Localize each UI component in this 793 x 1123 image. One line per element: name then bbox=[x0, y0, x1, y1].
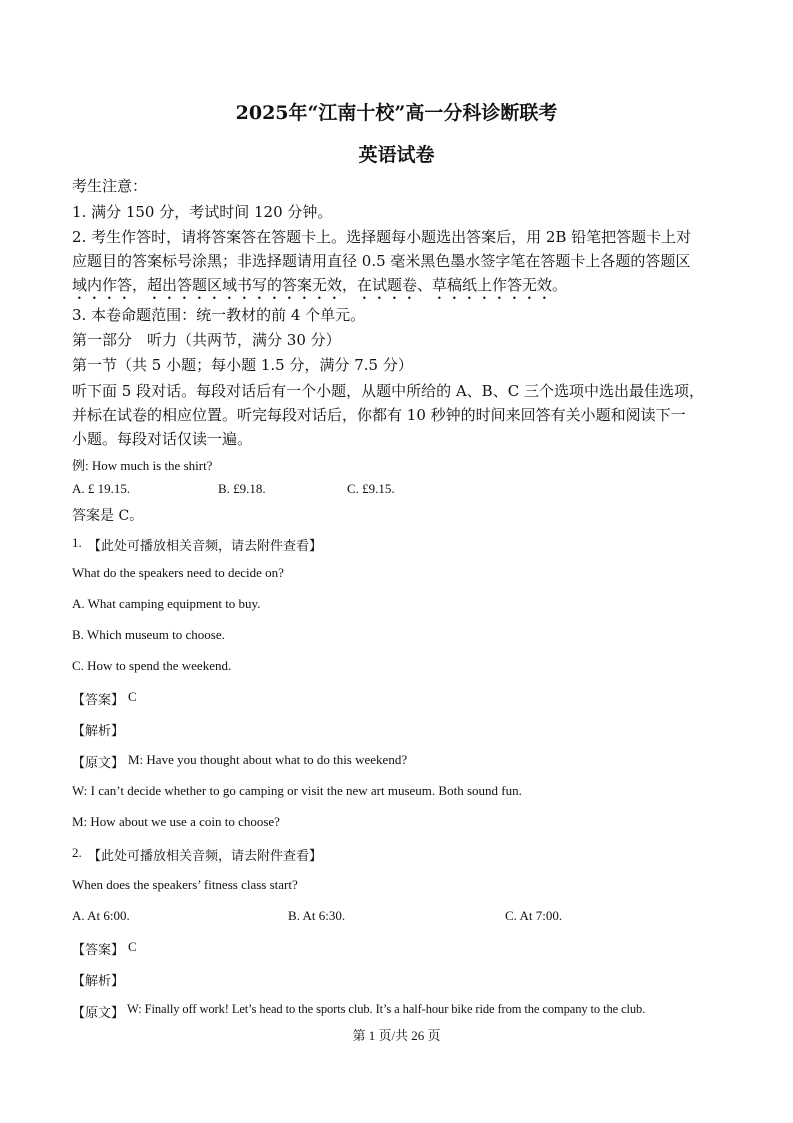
question-1-text: What do the speakers need to decide on? bbox=[72, 565, 284, 580]
question-2-transcript-line-1: W: Finally off work! Let’s head to the sports club. It’s a half-hour bike ride from the company to the club. bbox=[127, 1002, 646, 1016]
question-2-analysis-label: 【解析】 bbox=[72, 974, 125, 989]
question-1-transcript-label: 【原文】 bbox=[72, 756, 125, 771]
part-1-heading: 第一部分 听力（共两节，满分 30 分） bbox=[72, 331, 341, 349]
question-1-option-c: C. How to spend the weekend. bbox=[72, 658, 232, 673]
question-2-answer-label: 【答案】 bbox=[72, 943, 125, 958]
instructions-line-2: 并标在试卷的相应位置。听完每段对话后，你都有 10 秒钟的时间来回答有关小题和阅读下一 bbox=[72, 406, 686, 424]
example-option-c: C. £9.15. bbox=[347, 481, 395, 496]
question-2-option-c: C. At 7:00. bbox=[505, 908, 563, 923]
notice-item-2-line-2: 应题目的答案标号涂黑；非选择题请用直径 0.5 毫米黑色墨水签字笔在答题卡上各题的答题区 bbox=[72, 252, 691, 270]
example-answer: 答案是 C。 bbox=[72, 508, 144, 524]
question-2-audio-note: 【此处可播放相关音频，请去附件查看】 bbox=[88, 849, 323, 864]
question-2-number: 2. bbox=[72, 845, 82, 860]
question-1-number: 1. bbox=[72, 535, 82, 550]
exam-title: 2025年“江南十校”高一分科诊断联考 bbox=[235, 102, 558, 124]
instructions-line-1: 听下面 5 段对话。每段对话后有一个小题，从题中所给的 A、B、C 三个选项中选出最佳选项， bbox=[72, 382, 704, 400]
instructions-line-3: 小题。每段对话仅读一遍。 bbox=[72, 430, 253, 448]
question-2-transcript-label: 【原文】 bbox=[72, 1006, 125, 1021]
question-1-transcript-line-2: W: I can’t decide whether to go camping or visit the new art museum. Both sound fun. bbox=[72, 783, 522, 798]
notice-item-1: 1. 满分 150 分，考试时间 120 分钟。 bbox=[72, 203, 333, 221]
question-2-text: When does the speakers’ fitness class start? bbox=[72, 877, 298, 892]
question-1-analysis-label: 【解析】 bbox=[72, 724, 125, 739]
notice-item-2-line-3: 域内作答，超出答题区域书写的答案无效，在试题卷、草稿纸上作答无效。 bbox=[72, 276, 568, 294]
question-1-transcript-line-1: M: Have you thought about what to do this weekend? bbox=[128, 752, 408, 767]
notice-heading: 考生注意： bbox=[72, 177, 148, 195]
question-2-option-b: B. At 6:30. bbox=[288, 908, 346, 923]
notice-item-3: 3. 本卷命题范围：统一教材的前 4 个单元。 bbox=[72, 306, 366, 324]
question-1-answer: C bbox=[128, 689, 137, 704]
question-1-audio-note: 【此处可播放相关音频，请去附件查看】 bbox=[88, 539, 323, 554]
example-option-a: A. £ 19.15. bbox=[72, 481, 131, 496]
example-option-b: B. £9.18. bbox=[218, 481, 266, 496]
question-1-option-b: B. Which museum to choose. bbox=[72, 627, 225, 642]
question-2-option-a: A. At 6:00. bbox=[72, 908, 130, 923]
page-footer: 第 1 页/共 26 页 bbox=[352, 1028, 441, 1043]
question-1-transcript-line-3: M: How about we use a coin to choose? bbox=[72, 814, 280, 829]
question-1-answer-label: 【答案】 bbox=[72, 693, 125, 708]
exam-subtitle: 英语试卷 bbox=[358, 144, 435, 166]
example-question: 例: How much is the shirt? bbox=[72, 458, 213, 473]
section-1-heading: 第一节（共 5 小题；每小题 1.5 分，满分 7.5 分） bbox=[72, 356, 413, 374]
notice-item-2-line-1: 2. 考生作答时，请将答案答在答题卡上。选择题每小题选出答案后，用 2B 铅笔把答题卡上对 bbox=[72, 228, 692, 246]
question-1-option-a: A. What camping equipment to buy. bbox=[72, 596, 261, 611]
question-2-answer: C bbox=[128, 939, 137, 954]
